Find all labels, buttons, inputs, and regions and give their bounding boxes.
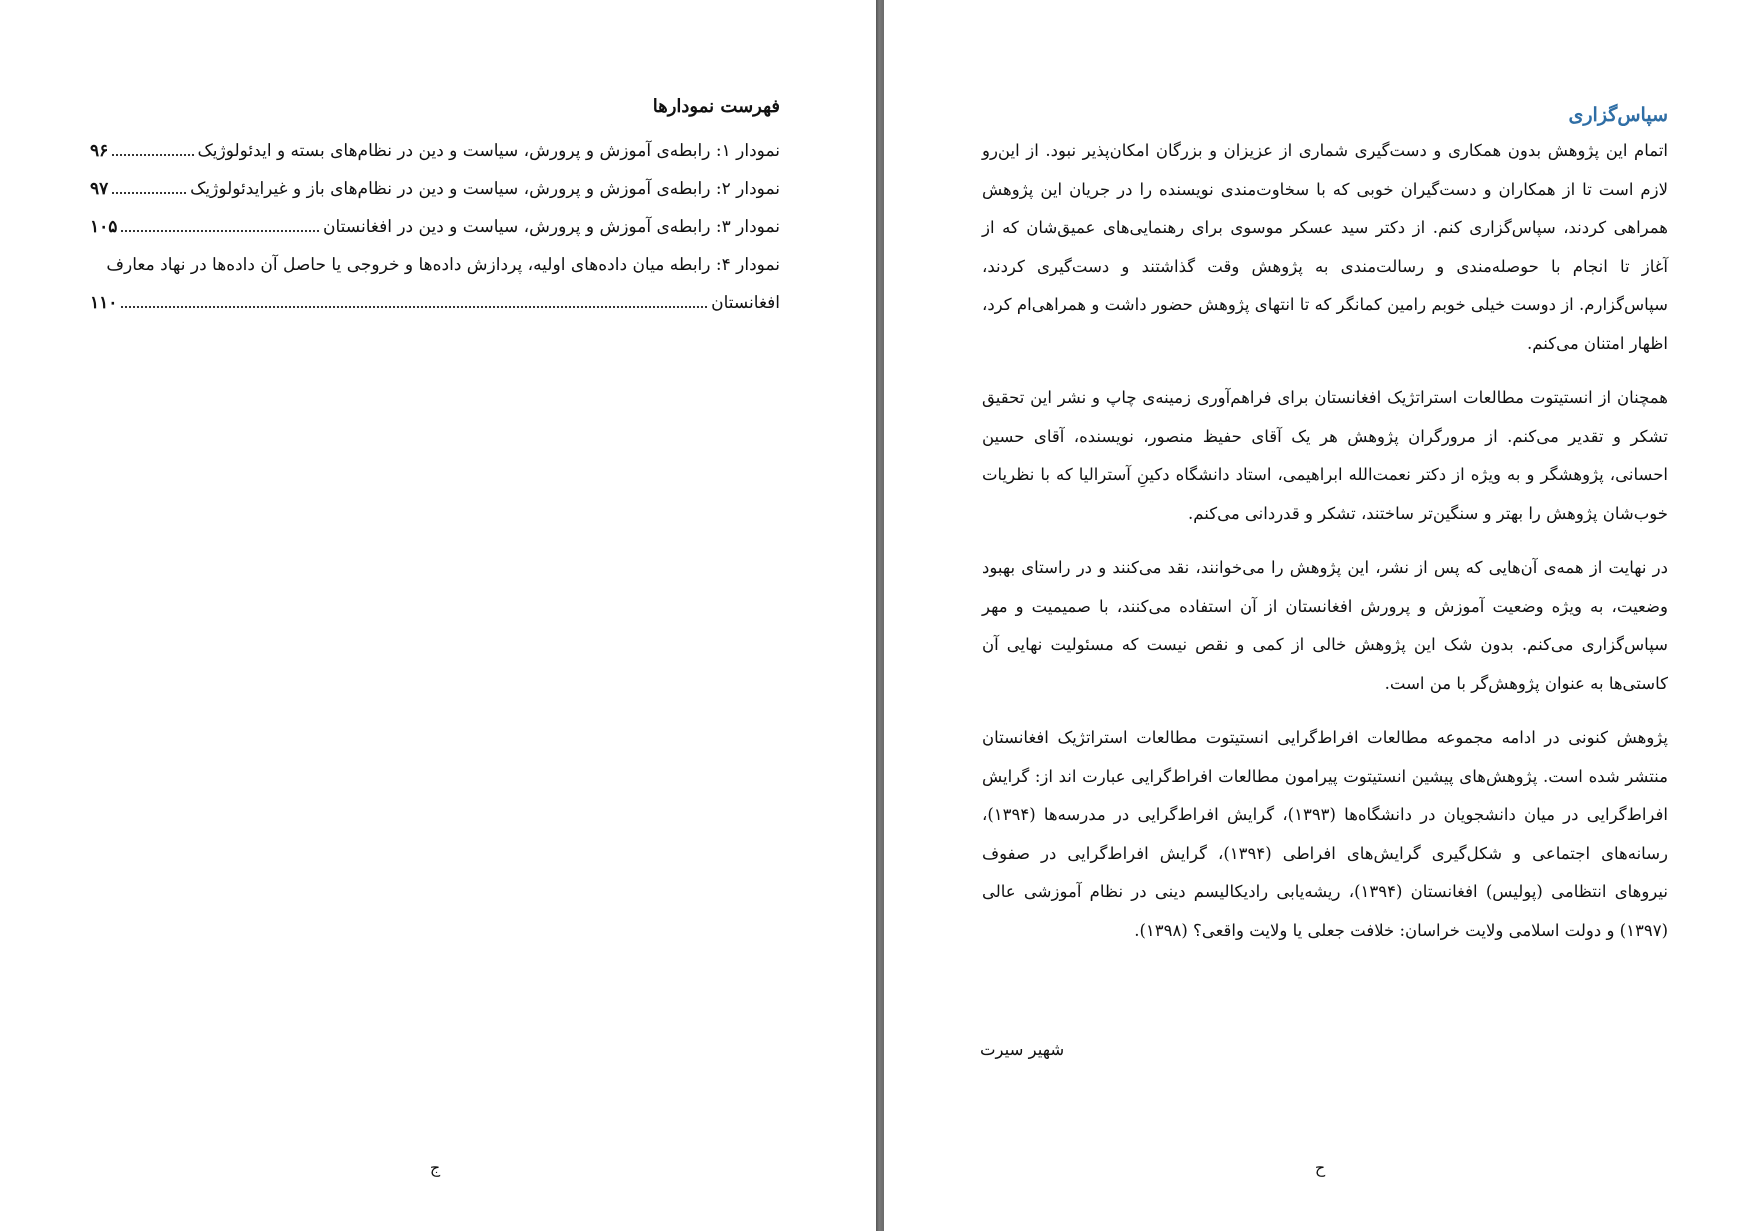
toc-entry-text-line1: نمودار ۴: رابطه میان داده‌های اولیه، پردازش داده‌ها و خروجی یا حاصل آن داده‌ها در نهاد معارف (106, 255, 780, 275)
paragraph: پژوهش کنونی در ادامه مجموعه مطالعات افراط‌گرایی انستیتوت مطالعات استراتژیک افغانستان منتشر شده است. پژوهش‌های پیشین انستیتوت پیرامون مطالعات افراط‌گرایی عبارت اند از: گرایش افراط‌گرایی در میان دانشجویان در دانشگاه‌ها (۱۳۹۳)، گرایش افراط‌گرایی در مدرسه‌ها (۱۳۹۴)، رسانه‌های اجتماعی و شکل‌گیری گرایش‌های افراطی (۱۳۹۴)، گرایش افراط‌گرایی در صفوف نیروهای انتظامی (پولیس) افغانستان (۱۳۹۴)، ریشه‌یابی رادیکالیسم دینی در نظام آموزشی عالی (۱۳۹۷) و دولت اسلامی ولایت خراسان: خلافت جعلی یا ولایت واقعی؟ (۱۳۹۸). (982, 728, 1669, 940)
dot-leader (112, 154, 193, 156)
paragraph: اتمام این پژوهش بدون همکاری و دست‌گیری شماری از عزیزان و بزرگان امکان‌پذیر نبود. از این‌رو لازم است تا از همکاران و دست‌گیران خوبی که با سخاوت‌مندی نویسنده را در جریان این پژوهش همراهی کردند، سپاس‌گزاری کنم. از دکتر سید عسکر موسوی برای رهنمایی‌های عمیق‌شان که از آغاز تا انجام با حوصله‌مندی و رسالت‌مندی به پژوهش وقت گذاشتند و دست‌گیری کردند، سپاس‌گزارم. از دوست خیلی خوبم رامین کمانگر که تا انتهای پژوهش حضور داشت و همراهی‌ام کرد، اظهار امتنان می‌کنم. (982, 141, 1668, 353)
author-signature: شهیر سیرت (980, 1040, 1065, 1059)
acknowledgements-section (982, 100, 1668, 966)
toc-entry-text: نمودار ۳: رابطه‌ی آموزش و پرورش، سیاست و دین در افغانستان (323, 217, 780, 237)
toc-entry-chart-4[interactable] (90, 255, 780, 331)
acknowledgements-heading: سپاس‌گزاری (1568, 104, 1668, 126)
page-number: ج (429, 1158, 441, 1177)
page-gutter (876, 0, 884, 1231)
right-page (884, 0, 1756, 1231)
left-page (0, 0, 876, 1231)
paragraph: در نهایت از همه‌ی آن‌هایی که پس از نشر، این پژوهش را می‌خوانند، نقد می‌کنند و در راستای بهبود وضعیت، به ویژه وضعیت آموزش و پرورش افغانستان از آن استفاده می‌کنند، با صمیمیت و مهر سپاس‌گزاری می‌کنم. بدون شک این پژوهش خالی از کمی و نقص نیست که مسئولیت نهایی آن کاستی‌ها به عنوان پژوهش‌گر با من است. (982, 558, 1668, 693)
page-number: ح (1314, 1158, 1326, 1177)
toc-entry-chart-1[interactable] (90, 141, 780, 179)
toc-entry-text-line2: افغانستان (711, 293, 780, 313)
toc-page-number: ۹۷ (90, 179, 109, 199)
toc-entry-chart-2[interactable] (90, 179, 780, 217)
list-of-charts (90, 96, 780, 331)
toc-entry-text: نمودار ۱: رابطه‌ی آموزش و پرورش، سیاست و دین در نظام‌های بسته و ایدئولوژیک (197, 141, 780, 161)
toc-page-number: ۱۰۵ (90, 217, 118, 237)
toc-page-number: ۹۶ (90, 141, 109, 161)
list-of-charts-title: فهرست نمودارها (652, 96, 780, 117)
dot-leader (112, 192, 186, 194)
paragraph: همچنان از انستیتوت مطالعات استراتژیک افغانستان برای فراهم‌آوری زمینه‌ی چاپ و نشر این تحقیق تشکر و تقدیر می‌کنم. از مرورگران پژوهش هر یک آقای حفیظ منصور، نویسنده، آقای حسین احسانی، پژوهشگر و به ویژه از دکتر نعمت‌الله ابراهیمی، استاد دانشگاه دکینِ آسترالیا که با نظریات خوب‌شان پژوهش را بهتر و سنگین‌تر ساختند، تشکر و قدردانی می‌کنم. (982, 388, 1668, 523)
toc-page-number: ۱۱۰ (90, 293, 118, 313)
toc-entry-text: نمودار ۲: رابطه‌ی آموزش و پرورش، سیاست و دین در نظام‌های باز و غیرایدئولوژیک (190, 179, 780, 199)
dot-leader (121, 230, 319, 232)
toc-entry-chart-3[interactable] (90, 217, 780, 255)
dot-leader (121, 306, 707, 308)
